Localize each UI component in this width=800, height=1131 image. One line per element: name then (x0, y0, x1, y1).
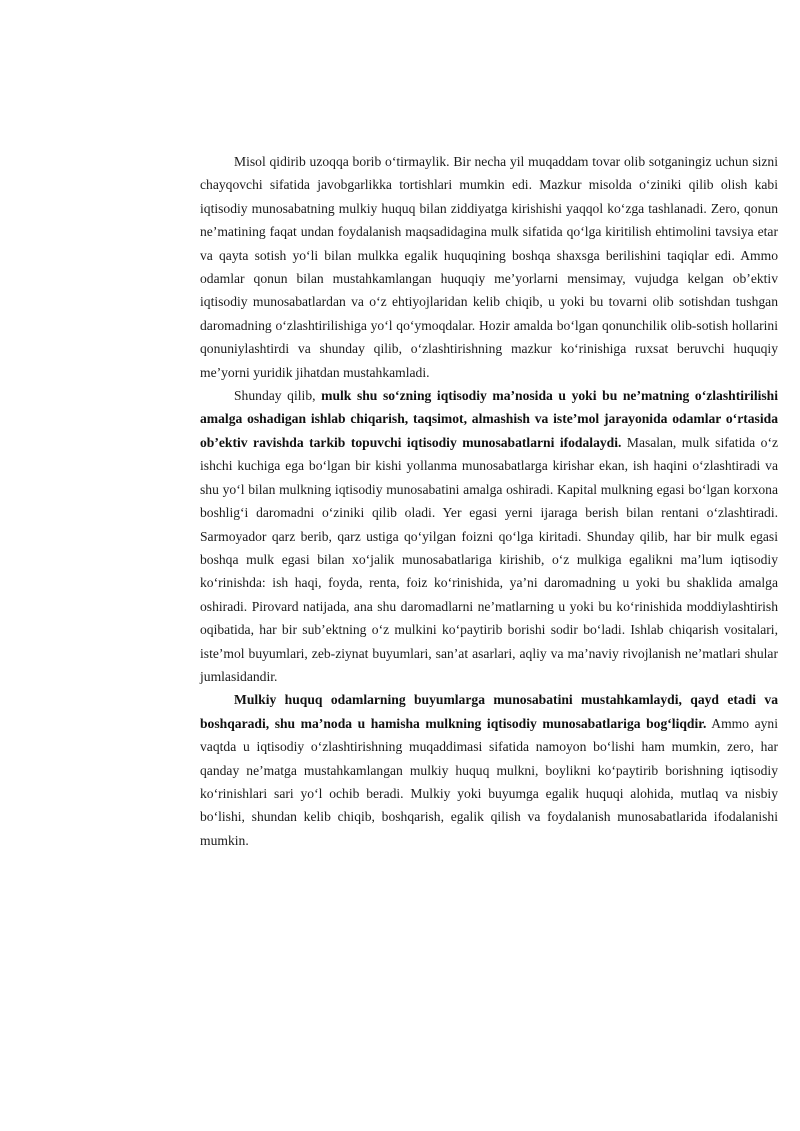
paragraph-3-body: Ammo ayni vaqtda u iqtisodiy o‘zlashtirishning muqaddimasi sifatida namoyon bo‘lishi ham mumkin, zero, har qanday ne’matga mustahkamlangan mulkiy huquq mulkni, boylikni ko‘paytirib borishning iqtisodiy ko‘rinishlari sari yo‘l ochib beradi. Mulkiy yoki buyumga egalik huquqi alohida, mutlaq va nisbiy bo‘lishi, shundan kelib chiqib, boshqarish, egalik qilish va foydalanish munosabatlarida ifodalanishi mumkin. (200, 715, 778, 848)
paragraph-2-intro: Shunday qilib, (234, 388, 322, 404)
paragraph-2 (200, 384, 778, 688)
paragraph-2-body: Masalan, mulk sifatida o‘z ishchi kuchiga ega bo‘lgan bir kishi yollanma munosabatlarga kirishar ekan, ish haqini o‘zlashtiradi va shu yo‘l bilan mulkning iqtisodiy munosabatini amalga oshiradi. Kapital mulkning egasi bo‘lgan korxona boshlig‘i daromadni o‘ziniki qilib oladi. Yer egasi yerni ijaraga berish bilan rentani o‘zlashtiradi. Sarmoyador qarz berib, qarz ustiga qo‘yilgan foizni qo‘lga kiritadi. Shunday qilib, har bir mulk egasi boshqa mulk egasi bilan xo‘jalik munosabatlariga kirishib, o‘z mulkiga egalikni ma’lum iqtisodiy ko‘rinishda: ish haqi, foyda, renta, foiz ko‘rinishida, ya’ni daromadning u yoki bu shaklida amalga oshiradi. Pirovard natijada, ana shu daromadlarni ne’matlarning u yoki bu ko‘rinishida moddiylashtirish oqibatida, har bir sub’ektning o‘z mulkini ko‘paytirib borishi sodir bo‘ladi. Ishlab chiqarish vositalari, iste’mol buyumlari, zeb-ziynat buyumlari, san’at asarlari, aqliy va ma’naviy rivojlanish ne’matlari shular jumlasidandir. (200, 434, 779, 684)
paragraph-1 (200, 150, 778, 384)
paragraph-3-definition: Mulkiy huquq odamlarning buyumlarga munosabatini mustahkamlaydi, qayd etadi va boshqaradi, shu ma’noda u hamisha mulkning iqtisodiy munosabatlariga bog‘liqdir. (200, 692, 778, 731)
paragraph-3 (200, 688, 778, 852)
paragraph-1-text: Misol qidirib uzoqqa borib o‘tirmaylik. Bir necha yil muqaddam tovar olib sotganingiz uchun sizni chayqovchi sifatida javobgarlikka tortishlari mumkin edi. Mazkur misolda o‘ziniki qilib olish kabi iqtisodiy munosabatning mulkiy huquq bilan ziddiyatga kirishishi yaqqol ko‘zga tashlanadi. Zero, qonun ne’matining faqat undan foydalanish maqsadidagina mulk sifatida qo‘lga kiritilish ehtimolini tavsiya etar va qayta sotish yo‘li bilan mulkka egalik huquqining boshqa shaxsga berilishini taqiqlar edi. Ammo odamlar qonun bilan mustahkamlangan huquqiy me’yorlarni mensimay, vujudga kelgan ob’ektiv iqtisodiy munosabatlardan va o‘z ehtiyojlaridan kelib chiqib, u yoki bu tovarni olib sotishdan tushgan daromadning o‘zlashtirilishiga yo‘l qo‘ymoqdalar. Hozir amalda bo‘lgan qonunchilik olib-sotish hollarini qonuniylashtirdi va shunday qilib, o‘zlashtirishning mazkur ko‘rinishiga ruxsat beruvchi huquqiy me’yorni yuridik jihatdan mustahkamladi. (200, 154, 778, 380)
document-page (200, 150, 778, 852)
paragraph-2-definition: mulk shu so‘zning iqtisodiy ma’nosida u yoki bu ne’matning o‘zlashtirilishi amalga oshadigan ishlab chiqarish, taqsimot, almashish va iste’mol jarayonida odamlar o‘rtasida ob’ektiv ravishda tarkib topuvchi iqtisodiy munosabatlarni ifodalaydi. (200, 388, 779, 450)
